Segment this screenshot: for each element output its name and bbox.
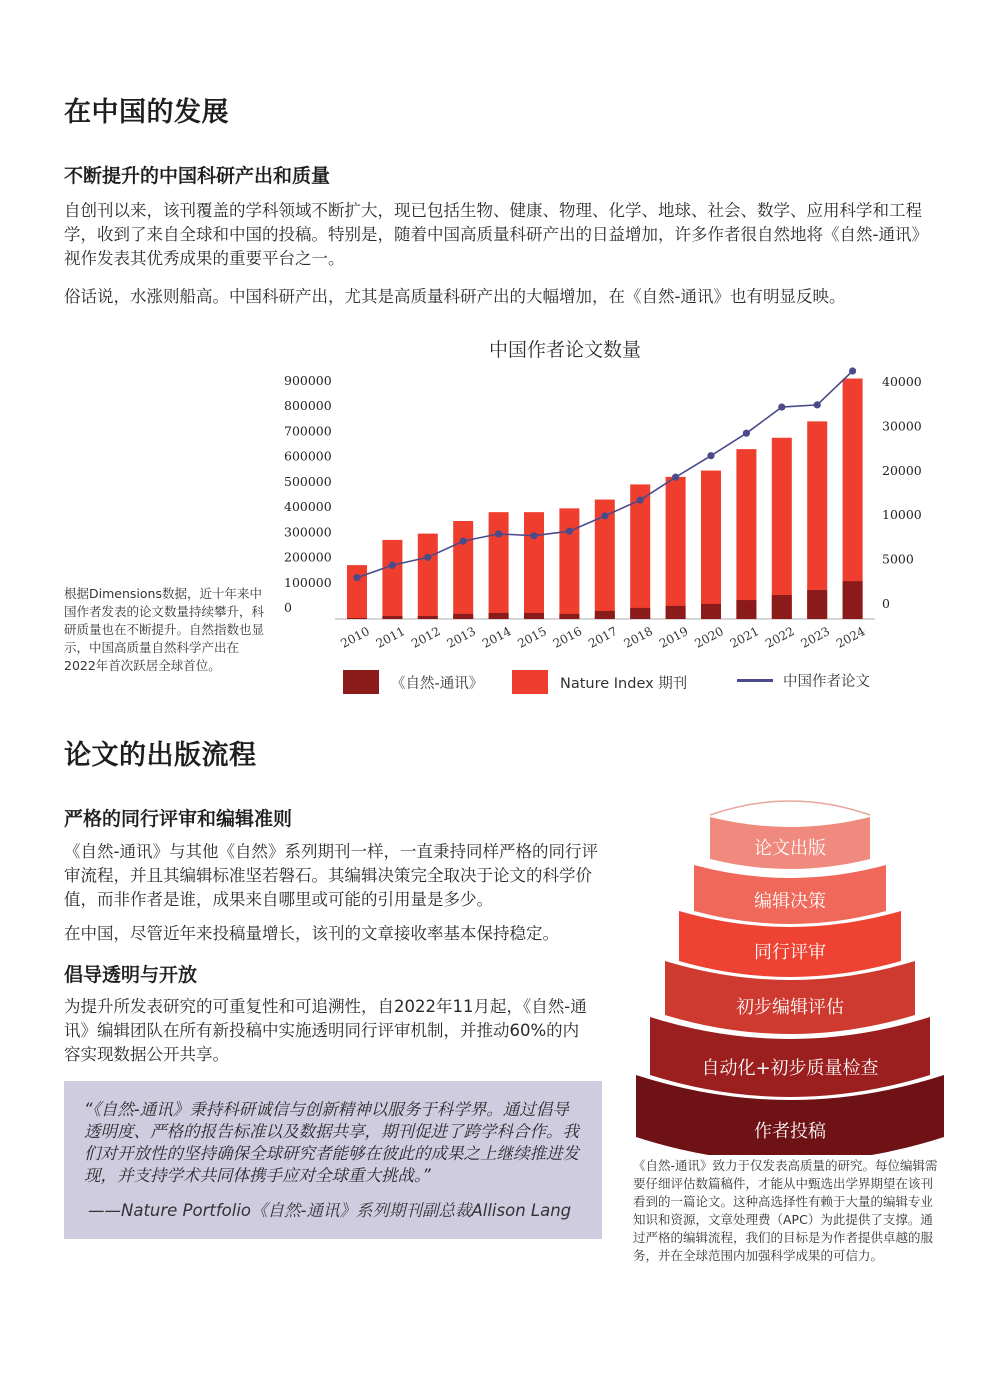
left-axis-tick: 700000 — [284, 423, 332, 439]
subtitle-transparency: 倡导透明与开放 — [64, 964, 198, 986]
x-axis-year-label: 2018 — [621, 624, 656, 651]
legend-swatch-dark-red — [343, 670, 379, 694]
x-axis-year-label: 2023 — [798, 624, 833, 651]
bar-nature-communications — [418, 616, 438, 619]
bar-nature-communications — [736, 600, 756, 619]
line-point — [566, 528, 573, 535]
legend-swatch-red — [512, 670, 548, 694]
line-point — [637, 496, 644, 503]
x-axis-year-label: 2022 — [763, 624, 797, 651]
bar-nature-communications — [630, 608, 650, 619]
right-axis-tick: 20000 — [882, 462, 922, 478]
bar-nature-index — [524, 512, 544, 619]
bar-nature-index — [347, 565, 367, 619]
pyramid-layer-label: 自动化+初步质量检查 — [701, 1058, 879, 1079]
paragraph-peer-review: 《自然-通讯》与其他《自然》系列期刊一样，一直秉持同样严格的同行评审流程，并且其编辑标准坚若磐石。其编辑决策完全取决于论文的科学价值，而非作者是谁，成果来自哪里或可能的引用量是多少。 — [64, 842, 598, 909]
chart-title: 中国作者论文数量 — [489, 339, 642, 361]
section-title-publication-process: 论文的出版流程 — [64, 740, 257, 771]
quote-text: “《自然-通讯》秉持科研诚信与创新精神以服务于科学界。通过倡导透明度、严格的报告标准以及数据共享，期刊促进了跨学科合作。我们对开放性的坚持确保全球研究者能够在彼此的成果之上继续推进发现，并支持学术共同体携手应对全球重大挑战。” — [84, 1100, 579, 1185]
bar-nature-index — [418, 534, 438, 619]
left-axis-tick: 900000 — [284, 373, 332, 389]
line-point — [814, 401, 821, 408]
x-axis-year-label: 2010 — [338, 624, 372, 651]
paragraph-intro: 自创刊以来，该刊覆盖的学科领域不断扩大，现已包括生物、健康、物理、化学、地球、社会、数学、应用科学和工程学，收到了来自全球和中国的投稿。特别是，随着中国高质量科研产出的日益增加，许多作者很自然地将《自然-通讯》视作发表其优秀成果的重要平台之一。 — [64, 201, 922, 268]
bar-nature-index — [807, 421, 827, 619]
bar-nature-communications — [595, 611, 615, 619]
line-point — [389, 562, 396, 569]
quote-box — [64, 1081, 602, 1239]
line-point — [460, 538, 467, 545]
bar-nature-communications — [772, 595, 792, 619]
right-axis-tick: 5000 — [882, 551, 914, 567]
pyramid-layer-label: 编辑决策 — [754, 891, 826, 912]
paragraph-rising-tide: 俗话说，水涨则船高。中国科研产出，尤其是高质量科研产出的大幅增加，在《自然-通讯》也有明显反映。 — [64, 287, 846, 306]
x-axis-year-label: 2014 — [479, 624, 514, 651]
paragraph-transparency: 为提升所发表研究的可重复性和可追溯性，自2022年11月起，《自然-通讯》编辑团队在所有新投稿中实施透明同行评审机制，并推动60%的内容实现数据公开共享。 — [64, 997, 587, 1064]
bar-nature-communications — [807, 590, 827, 619]
bar-nature-index — [453, 521, 473, 619]
left-axis-tick: 500000 — [284, 473, 332, 489]
x-axis-year-label: 2015 — [515, 624, 549, 651]
x-axis-year-label: 2017 — [586, 624, 620, 651]
legend-label: Nature Index 期刊 — [560, 675, 688, 692]
editorial-process-pyramid — [630, 785, 950, 1155]
left-axis-tick: 0 — [284, 600, 292, 615]
x-axis-year-label: 2021 — [727, 624, 762, 651]
bar-nature-index — [382, 540, 402, 619]
pyramid-layer-label: 论文出版 — [754, 838, 826, 859]
line-point — [601, 512, 608, 519]
x-axis-year-label: 2012 — [409, 624, 443, 651]
line-point — [495, 530, 502, 537]
bar-nature-communications — [666, 606, 686, 619]
line-point — [849, 367, 856, 374]
line-point — [707, 452, 714, 459]
x-axis-year-label: 2024 — [833, 624, 868, 651]
bar-nature-communications — [453, 614, 473, 619]
bar-nature-index — [559, 508, 579, 619]
bar-nature-communications — [843, 581, 863, 619]
pyramid-layer-label: 作者投稿 — [754, 1121, 826, 1142]
bar-nature-index — [630, 484, 650, 619]
bar-nature-index — [489, 512, 509, 619]
bar-nature-communications — [524, 613, 544, 619]
pyramid-top-arc — [710, 801, 870, 815]
legend-label: 《自然-通讯》 — [391, 675, 484, 692]
line-point — [672, 474, 679, 481]
x-axis-year-label: 2011 — [373, 624, 408, 651]
bar-nature-index — [736, 449, 756, 619]
legend-item-china-papers — [737, 670, 870, 691]
bar-nature-index — [701, 471, 721, 619]
x-axis-year-label: 2016 — [550, 624, 585, 651]
right-axis-tick: 30000 — [882, 418, 922, 434]
paragraph-acceptance-rate: 在中国，尽管近年来投稿量增长，该刊的文章接收率基本保持稳定。 — [64, 924, 559, 943]
line-point — [743, 430, 750, 437]
bar-nature-index — [772, 438, 792, 619]
bar-nature-communications — [489, 613, 509, 619]
pyramid-layer-label: 初步编辑评估 — [736, 997, 844, 1018]
legend-item-nature-communications — [343, 670, 483, 694]
bar-nature-communications — [347, 618, 367, 619]
left-axis-tick: 800000 — [284, 398, 332, 414]
line-point — [778, 403, 785, 410]
legend-item-nature-index — [512, 670, 687, 694]
section-title-development: 在中国的发展 — [64, 97, 229, 128]
quote-attribution: ——Nature Portfolio《自然-通讯》系列期刊副总裁Allison Lang — [88, 1201, 572, 1220]
subtitle-output-quality: 不断提升的中国科研产出和质量 — [64, 165, 331, 187]
legend-line-swatch — [737, 679, 773, 682]
line-point — [353, 574, 360, 581]
right-axis-tick: 40000 — [882, 374, 922, 389]
right-axis-tick: 0 — [882, 596, 890, 611]
line-point — [424, 554, 431, 561]
left-axis-tick: 600000 — [284, 448, 332, 464]
left-axis-tick: 200000 — [284, 549, 332, 565]
left-axis-tick: 300000 — [284, 524, 332, 540]
line-point — [530, 532, 537, 539]
bar-nature-communications — [701, 604, 721, 619]
bar-nature-communications — [559, 614, 579, 619]
subtitle-peer-review: 严格的同行评审和编辑准则 — [64, 808, 293, 830]
bar-nature-communications — [382, 616, 402, 619]
bar-nature-index — [666, 477, 686, 619]
chart-sidenote: 根据Dimensions数据，近十年来中国作者发表的论文数量持续攀升，科研质量也在不断提升。自然指数也显示，中国高质量自然科学产出在2022年首次跃居全球首位。 — [64, 586, 265, 673]
x-axis-year-label: 2020 — [692, 624, 726, 651]
right-axis-tick: 10000 — [882, 507, 922, 523]
left-axis-tick: 400000 — [284, 499, 332, 515]
left-axis-tick: 100000 — [284, 574, 332, 590]
bar-line-chart — [270, 360, 950, 660]
legend-label: 中国作者论文 — [783, 674, 870, 690]
pyramid-layer-label: 同行评审 — [754, 942, 826, 963]
x-axis-year-label: 2019 — [656, 624, 691, 651]
x-axis-year-label: 2013 — [444, 624, 479, 651]
pyramid-caption: 《自然-通讯》致力于仅发表高质量的研究。每位编辑需要仔细评估数篇稿件，才能从中甄选出学界期望在该刊看到的一篇论文。这种高选择性有赖于大量的编辑专业知识和资源，文章处理费（APC）为此提供了支撑。通过严格的编辑流程，我们的目标是为作者提供卓越的服务，并在全球范围内加强科学成果的可信力。 — [633, 1158, 938, 1263]
